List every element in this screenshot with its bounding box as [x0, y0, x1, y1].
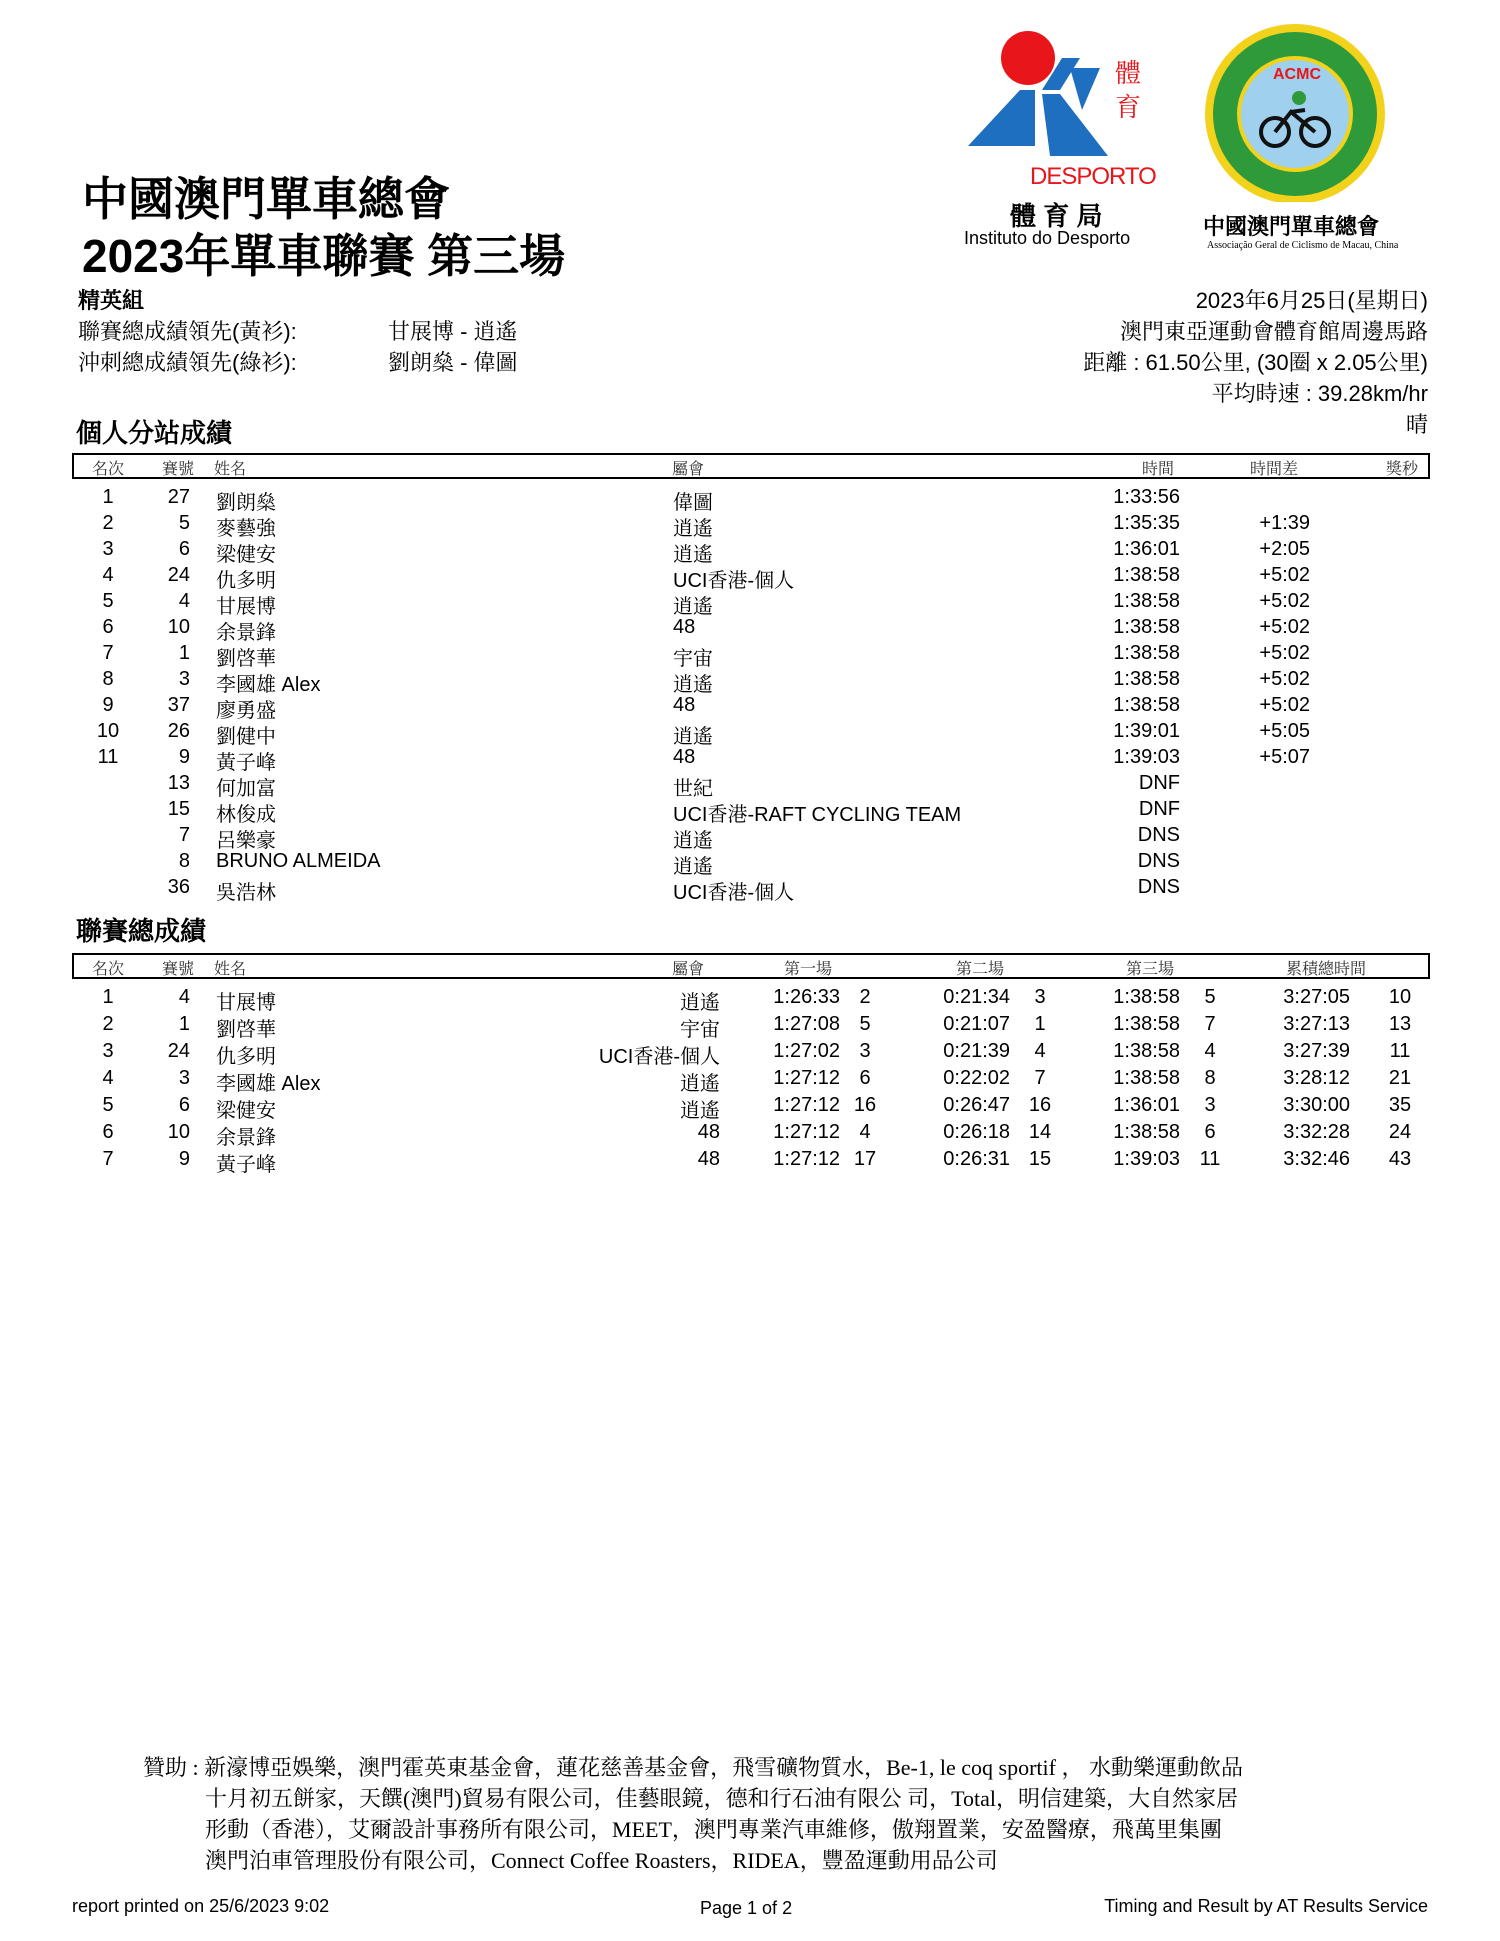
round2-place-cell: 3 — [1034, 986, 1046, 1008]
col-bib: 賽號 — [162, 961, 195, 978]
bib-cell: 1 — [178, 1013, 190, 1035]
round3-place-cell: 8 — [1204, 1067, 1216, 1089]
team-cell: 逍遙 — [673, 544, 713, 566]
team-cell: 48 — [673, 694, 696, 716]
rider-name-cell: 李國雄 Alex — [216, 674, 321, 696]
desporto-pt: Instituto do Desporto — [964, 228, 1131, 248]
stage-row — [0, 668, 1500, 694]
stage-row — [0, 642, 1500, 668]
time-cell: 1:39:01 — [1113, 720, 1180, 742]
col-round1: 第一場 — [784, 961, 833, 978]
race-venue: 澳門東亞運動會體育館周邊馬路 — [1119, 319, 1428, 344]
league-row — [0, 1148, 1500, 1174]
bib-cell: 13 — [167, 772, 190, 794]
timing-credit: Timing and Result by AT Results Service — [1104, 1896, 1428, 1916]
rider-name-cell: 余景鋒 — [216, 1127, 276, 1149]
stage-row — [0, 590, 1500, 616]
stage-row — [0, 798, 1500, 824]
round2-time-cell: 0:21:39 — [943, 1040, 1010, 1062]
stage-row — [0, 772, 1500, 798]
stage-row — [0, 538, 1500, 564]
time-cell: 1:38:58 — [1113, 564, 1180, 586]
round1-time-cell: 1:27:02 — [773, 1040, 840, 1062]
gap-cell: +5:02 — [1259, 564, 1310, 586]
team-cell: UCI香港-RAFT CYCLING TEAM — [673, 804, 962, 826]
event-title: 2023年單車聯賽 第三場 — [82, 230, 566, 282]
total-points-cell: 13 — [1388, 1013, 1412, 1035]
col-gap: 時間差 — [1250, 461, 1299, 478]
team-cell: 宇宙 — [673, 648, 713, 670]
green-jersey-label: 沖刺總成績領先(綠衫): — [78, 350, 297, 375]
stage-row — [0, 616, 1500, 642]
time-cell: 1:39:03 — [1113, 746, 1180, 768]
round3-time-cell: 1:38:58 — [1113, 1121, 1180, 1143]
rank-cell: 5 — [102, 1094, 114, 1116]
weather: 晴 — [1405, 412, 1428, 437]
gap-cell: +2:05 — [1259, 538, 1310, 560]
round2-time-cell: 0:22:02 — [943, 1067, 1010, 1089]
time-cell: DNS — [1137, 824, 1180, 846]
time-cell: DNF — [1138, 772, 1180, 794]
yellow-jersey-value: 甘展博 - 逍遙 — [388, 319, 518, 344]
team-cell: 逍遙 — [673, 674, 713, 696]
col-bonus: 獎秒 — [1386, 461, 1419, 478]
round1-place-cell: 6 — [859, 1067, 871, 1089]
team-cell: 48 — [697, 1121, 720, 1143]
team-cell: 48 — [673, 616, 696, 638]
time-cell: DNS — [1137, 850, 1180, 872]
bib-cell: 9 — [178, 746, 190, 768]
round1-place-cell: 17 — [853, 1148, 877, 1170]
time-cell: 1:38:58 — [1113, 590, 1180, 612]
col-total: 累積總時間 — [1286, 961, 1367, 978]
round2-place-cell: 1 — [1034, 1013, 1046, 1035]
bib-cell: 4 — [178, 986, 190, 1008]
rider-name-cell: 吳浩林 — [216, 882, 276, 904]
rider-name-cell: 甘展博 — [216, 596, 276, 618]
category: 精英組 — [78, 288, 145, 313]
rank-cell: 4 — [102, 1067, 114, 1089]
printed-on: report printed on 25/6/2023 9:02 — [72, 1896, 330, 1916]
time-cell: 1:36:01 — [1113, 538, 1180, 560]
gap-cell: +5:05 — [1259, 720, 1310, 742]
league-row — [0, 1067, 1500, 1093]
round3-place-cell: 3 — [1204, 1094, 1216, 1116]
bib-cell: 24 — [167, 1040, 190, 1062]
bib-cell: 24 — [167, 564, 190, 586]
team-cell: 逍遙 — [673, 830, 713, 852]
bib-cell: 15 — [167, 798, 190, 820]
col-team: 屬會 — [672, 461, 705, 478]
league-row — [0, 1040, 1500, 1066]
col-rank: 名次 — [92, 961, 125, 978]
col-team: 屬會 — [672, 961, 705, 978]
col-name: 姓名 — [214, 461, 247, 478]
round1-time-cell: 1:27:12 — [773, 1067, 840, 1089]
bib-cell: 10 — [167, 1121, 190, 1143]
average-speed: 平均時速 : 39.28km/hr — [1211, 381, 1428, 406]
rank-cell: 1 — [102, 986, 114, 1008]
rank-cell: 10 — [96, 720, 120, 742]
round3-time-cell: 1:36:01 — [1113, 1094, 1180, 1116]
stage-row — [0, 694, 1500, 720]
rider-name-cell: 劉健中 — [216, 726, 276, 748]
team-cell: UCI香港-個人 — [598, 1046, 720, 1068]
total-time-cell: 3:32:46 — [1283, 1148, 1350, 1170]
rider-name-cell: BRUNO ALMEIDA — [216, 850, 381, 872]
total-time-cell: 3:27:13 — [1283, 1013, 1350, 1035]
time-cell: 1:35:35 — [1113, 512, 1180, 534]
team-cell: 48 — [697, 1148, 720, 1170]
sponsor-line: 澳門泊車管理股份有限公司，Connect Coffee Roasters，RIDEA，豐盈運動用品公司 — [205, 1848, 998, 1873]
team-cell: 世紀 — [673, 778, 713, 800]
team-cell: UCI香港-個人 — [673, 570, 795, 592]
rider-name-cell: 呂樂豪 — [216, 830, 276, 852]
rank-cell: 3 — [102, 1040, 114, 1062]
round2-place-cell: 14 — [1028, 1121, 1052, 1143]
round1-place-cell: 4 — [859, 1121, 871, 1143]
team-cell: 逍遙 — [673, 856, 713, 878]
race-distance: 距離 : 61.50公里, (30圈 x 2.05公里) — [1083, 350, 1428, 375]
rank-cell: 3 — [102, 538, 114, 560]
bib-cell: 27 — [167, 486, 190, 508]
stage-row — [0, 486, 1500, 512]
green-jersey-value: 劉朗燊 - 偉圖 — [388, 350, 518, 375]
sponsor-line: 贊助 : 新濠博亞娛樂，澳門霍英東基金會，蓮花慈善基金會，飛雪礦物質水，Be-1, le coq sportif ， 水動樂運動飲品 — [143, 1755, 1243, 1780]
league-row — [0, 1013, 1500, 1039]
round1-time-cell: 1:27:12 — [773, 1094, 840, 1116]
total-points-cell: 10 — [1388, 986, 1412, 1008]
total-points-cell: 43 — [1388, 1148, 1412, 1170]
time-cell: 1:38:58 — [1113, 616, 1180, 638]
rider-name-cell: 劉朗燊 — [216, 492, 276, 514]
bib-cell: 6 — [178, 1094, 190, 1116]
sponsor-line: 形動（香港），艾爾設計事務所有限公司，MEET，澳門專業汽車維修，傲翔置業，安盈醫療，飛萬里集團 — [205, 1817, 1222, 1842]
col-round2: 第二場 — [956, 961, 1005, 978]
round3-place-cell: 6 — [1204, 1121, 1216, 1143]
round2-time-cell: 0:21:34 — [943, 986, 1010, 1008]
desporto-word: DESPORTO — [1030, 163, 1156, 190]
bib-cell: 3 — [178, 668, 190, 690]
total-points-cell: 35 — [1388, 1094, 1412, 1116]
sponsor-line: 十月初五餅家，天饌(澳門)貿易有限公司，佳藝眼鏡，德和行石油有限公 司，Total，明信建築，大自然家居 — [205, 1786, 1239, 1811]
bib-cell: 5 — [178, 512, 190, 534]
rider-name-cell: 黃子峰 — [216, 752, 276, 774]
round1-time-cell: 1:26:33 — [773, 986, 840, 1008]
team-cell: 逍遙 — [673, 726, 713, 748]
acmc-abbr: ACMC — [1273, 66, 1321, 83]
team-cell: 逍遙 — [680, 1100, 720, 1122]
rider-name-cell: 李國雄 Alex — [216, 1073, 321, 1095]
bib-cell: 4 — [178, 590, 190, 612]
round3-place-cell: 5 — [1204, 986, 1216, 1008]
bib-cell: 37 — [167, 694, 190, 716]
round3-time-cell: 1:38:58 — [1113, 986, 1180, 1008]
rank-cell: 7 — [102, 1148, 114, 1170]
round3-time-cell: 1:39:03 — [1113, 1148, 1180, 1170]
total-points-cell: 24 — [1388, 1121, 1412, 1143]
page-number: Page 1 of 2 — [700, 1898, 793, 1918]
total-time-cell: 3:28:12 — [1283, 1067, 1350, 1089]
rider-name-cell: 甘展博 — [216, 992, 276, 1014]
rank-cell: 5 — [102, 590, 114, 612]
round2-place-cell: 15 — [1028, 1148, 1052, 1170]
stage-results-title: 個人分站成績 — [76, 418, 233, 448]
time-cell: DNS — [1137, 876, 1180, 898]
bib-cell: 26 — [167, 720, 190, 742]
rank-cell: 1 — [102, 486, 114, 508]
acmc-logo — [1195, 22, 1399, 262]
rider-name-cell: 梁健安 — [216, 544, 276, 566]
total-time-cell: 3:27:39 — [1283, 1040, 1350, 1062]
gap-cell: +5:07 — [1259, 746, 1310, 768]
round2-place-cell: 7 — [1034, 1067, 1046, 1089]
round3-time-cell: 1:38:58 — [1113, 1013, 1180, 1035]
rider-name-cell: 黃子峰 — [216, 1154, 276, 1176]
total-points-cell: 11 — [1389, 1040, 1411, 1062]
bib-cell: 9 — [178, 1148, 190, 1170]
gap-cell: +5:02 — [1259, 616, 1310, 638]
round2-place-cell: 16 — [1028, 1094, 1052, 1116]
round1-place-cell: 16 — [853, 1094, 877, 1116]
round2-time-cell: 0:26:31 — [943, 1148, 1010, 1170]
round3-place-cell: 4 — [1204, 1040, 1216, 1062]
league-row — [0, 1121, 1500, 1147]
round3-time-cell: 1:38:58 — [1113, 1067, 1180, 1089]
round1-time-cell: 1:27:12 — [773, 1121, 840, 1143]
rank-cell: 4 — [102, 564, 114, 586]
team-cell: 逍遙 — [680, 1073, 720, 1095]
total-time-cell: 3:27:05 — [1283, 986, 1350, 1008]
rank-cell: 2 — [102, 1013, 114, 1035]
stage-table-header — [72, 453, 1430, 479]
round2-time-cell: 0:26:47 — [943, 1094, 1010, 1116]
rider-name-cell: 仇多明 — [216, 1046, 276, 1068]
league-row — [0, 1094, 1500, 1120]
round1-place-cell: 3 — [859, 1040, 871, 1062]
rider-name-cell: 麥藝強 — [216, 518, 276, 540]
desporto-chars: 體育 — [1115, 58, 1142, 122]
rank-cell: 2 — [102, 512, 114, 534]
rank-cell: 7 — [102, 642, 114, 664]
col-time: 時間 — [1142, 461, 1175, 478]
time-cell: 1:38:58 — [1113, 668, 1180, 690]
bib-cell: 7 — [178, 824, 190, 846]
col-round3: 第三場 — [1126, 961, 1175, 978]
round3-place-cell: 7 — [1204, 1013, 1216, 1035]
stage-row — [0, 746, 1500, 772]
team-cell: 逍遙 — [673, 518, 713, 540]
acmc-emblem — [1195, 22, 1395, 202]
desporto-logo — [960, 28, 1160, 258]
round2-time-cell: 0:26:18 — [943, 1121, 1010, 1143]
stage-row — [0, 564, 1500, 590]
league-table-header — [72, 953, 1430, 979]
gap-cell: +5:02 — [1259, 642, 1310, 664]
total-time-cell: 3:32:28 — [1283, 1121, 1350, 1143]
rider-name-cell: 余景鋒 — [216, 622, 276, 644]
gap-cell: +5:02 — [1259, 694, 1310, 716]
total-time-cell: 3:30:00 — [1283, 1094, 1350, 1116]
rider-name-cell: 梁健安 — [216, 1100, 276, 1122]
col-name: 姓名 — [214, 961, 247, 978]
rank-cell: 8 — [102, 668, 114, 690]
round3-place-cell: 11 — [1199, 1148, 1221, 1170]
gap-cell: +1:39 — [1259, 512, 1310, 534]
bib-cell: 6 — [178, 538, 190, 560]
round2-time-cell: 0:21:07 — [943, 1013, 1010, 1035]
league-row — [0, 986, 1500, 1012]
rank-cell: 6 — [102, 616, 114, 638]
team-cell: UCI香港-個人 — [673, 882, 795, 904]
round1-place-cell: 2 — [859, 986, 871, 1008]
acmc-name: 中國澳門單車總會 — [1203, 214, 1380, 239]
gap-cell: +5:02 — [1259, 668, 1310, 690]
team-cell: 48 — [673, 746, 696, 768]
rank-cell: 11 — [97, 746, 119, 768]
league-results-title: 聯賽總成績 — [76, 916, 207, 946]
time-cell: 1:38:58 — [1113, 642, 1180, 664]
bib-cell: 8 — [178, 850, 190, 872]
col-rank: 名次 — [92, 461, 125, 478]
acmc-sub: Associação Geral de Ciclismo de Macau, China — [1207, 240, 1399, 251]
stage-row — [0, 876, 1500, 902]
round1-place-cell: 5 — [859, 1013, 871, 1035]
rider-name-cell: 仇多明 — [216, 570, 276, 592]
col-bib: 賽號 — [162, 461, 195, 478]
team-cell: 逍遙 — [673, 596, 713, 618]
time-cell: 1:33:56 — [1113, 486, 1180, 508]
team-cell: 宇宙 — [680, 1019, 720, 1041]
rider-name-cell: 劉啓華 — [216, 648, 276, 670]
round3-time-cell: 1:38:58 — [1113, 1040, 1180, 1062]
time-cell: 1:38:58 — [1113, 694, 1180, 716]
stage-row — [0, 824, 1500, 850]
gap-cell: +5:02 — [1259, 590, 1310, 612]
team-cell: 偉圖 — [673, 492, 713, 514]
round2-place-cell: 4 — [1034, 1040, 1046, 1062]
time-cell: DNF — [1138, 798, 1180, 820]
round1-time-cell: 1:27:12 — [773, 1148, 840, 1170]
rider-name-cell: 廖勇盛 — [216, 700, 276, 722]
yellow-jersey-label: 聯賽總成績領先(黃衫): — [78, 319, 297, 344]
desporto-cn: 體 育 局 — [1010, 201, 1103, 231]
stage-row — [0, 720, 1500, 746]
bib-cell: 36 — [167, 876, 190, 898]
rider-name-cell: 何加富 — [216, 778, 276, 800]
total-points-cell: 21 — [1388, 1067, 1412, 1089]
team-cell: 逍遙 — [680, 992, 720, 1014]
race-date: 2023年6月25日(星期日) — [1195, 288, 1428, 313]
stage-row — [0, 850, 1500, 876]
bib-cell: 10 — [167, 616, 190, 638]
rank-cell: 9 — [102, 694, 114, 716]
bib-cell: 3 — [178, 1067, 190, 1089]
round1-time-cell: 1:27:08 — [773, 1013, 840, 1035]
org-title: 中國澳門單車總會 — [82, 173, 450, 225]
rider-name-cell: 林俊成 — [216, 804, 276, 826]
bib-cell: 1 — [178, 642, 190, 664]
rank-cell: 6 — [102, 1121, 114, 1143]
stage-row — [0, 512, 1500, 538]
rider-name-cell: 劉啓華 — [216, 1019, 276, 1041]
